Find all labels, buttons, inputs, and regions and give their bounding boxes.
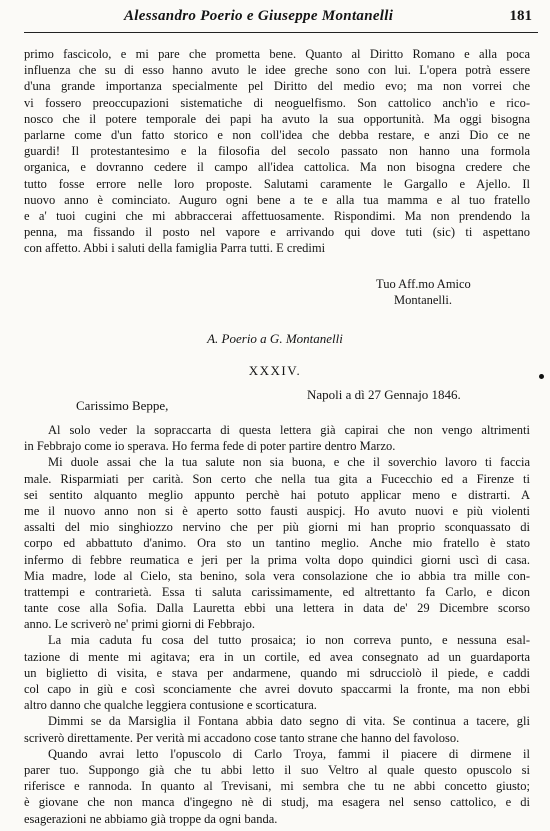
text-line: scriverò direttamente. Per verità mi accadono cose tanto strane che hanno del favoloso. [24,730,460,745]
text-line: influenza che su di esso hanno avuto le idee greche sono con lui. L'opera potrà essere [24,63,530,78]
letter-body [24,422,530,827]
text-line: guardi! Il protestantesimo e la filosofia del secolo passato non hanno una formola [24,144,530,159]
text-line: male. Risparmiati per carità. Son certo che nella tua gita a Fucecchio ed a Firenze ti [24,471,530,486]
text-line: corpo ed abbattuto d'animo. Ora sto un tantino meglio. Anche mio fratello è stato [24,536,530,551]
salutation: Carissimo Beppe, [76,398,169,413]
letter-number: XXXIV. [248,363,302,378]
text-line: vi fossero preoccupazioni sistematiche di neoguelfismo. Son cattolico anch'io e rico- [24,95,530,110]
text-line: anno. Le scriverò ne' primi giorni di Febbrajo. [24,617,256,632]
text-line: parlarne come d'un fatto storico e non coll'idea che debba restare, e anzi Dio ce ne [24,127,530,142]
text-line: nuovo anno è cominciato. Auguro ogni bene a te e alla tua mamma e al tuo fratello [24,192,530,207]
closing-formula: Tuo Aff.mo Amico [376,277,471,291]
text-line: e a' tuoi cugini che mi abbraccerai affettuosamente. Rispondimi. Ma non prendendo la [24,208,530,223]
text-line: un biglietto di visita, e stava per andarmene, quando mi sdrucciolò il piede, e caddi [24,665,530,680]
text-line: trattempi e contrarietà. Essa ti saluta carissimamente, ed altrettanto fa Carlo, e dicon [24,584,530,599]
running-title: Alessandro Poerio e Giuseppe Montanelli [124,8,394,24]
text-line: La mia caduta fu cosa del tutto prosaica; io non correva punto, e nessuna esal- [48,633,530,648]
text-line: Quando avrai letto l'opuscolo di Carlo Troya, fammi il piacere di dirmene il [48,746,530,761]
text-line: tazione di mente mi agitava; era in un cortile, ed avea consegnato ad un guardaporta [24,649,530,664]
text-line: in Febbrajo come io sperava. Ho ferma fede di poter partire dentro Marzo. [24,439,396,454]
place-date: Napoli a dì 27 Gennajo 1846. [307,387,461,402]
text-line: sei sentito alquanto meglio appunto perchè hai potuto applicar meno e distrarti. A [24,487,530,502]
text-line: esagerazioni ne abbiamo già troppe da ogni banda. [24,811,278,826]
text-line: Mi duole assai che la tua salute non sia buona, e che il soverchio lavoro ti faccia [48,455,530,470]
letter-heading: A. Poerio a G. Montanelli [207,331,343,346]
signature-name: Montanelli. [394,293,452,308]
text-line: organica, e dovranno cedere il campo all'idea cattolica. Ma non bisogna credere che [24,160,530,175]
signoff [376,276,471,308]
text-line: con affetto. Abbi i saluti della famiglia Parra tutti. E credimi [24,241,326,256]
text-line: penna, ma fissando il posto nel vapore e arrivando qui dove tuti (sic) ti aspettano [24,225,530,240]
text-line: Dimmi se da Marsiglia il Fontana abbia dato segno di vita. Se continua a tacere, gli [48,714,530,729]
text-line: Al solo veder la sopraccarta di questa lettera già capirai che non vengo altrimenti [48,423,530,437]
text-line: Mia madre, lode al Cielo, sta benino, sola vera consolazione che io abbia tra mille con- [24,568,530,583]
text-line: d'una grande importanza specialmente pel Diritto del medio evo; ma non vorrei che [24,79,530,94]
text-line: tutto fosse errore nelle loro proposte. Salutami caramente le Gargallo e Ajello. Il [24,176,530,191]
text-line: me il nuovo anno non si è aperto sotto fausti auspicj. Ho avuto nuovi e più violenti [24,503,530,518]
previous-letter-closing-paragraph [24,46,530,256]
text-line: è giovane che non manca d'ingegno nè di studj, ma esagera nel senso cattolico, e di [24,795,530,810]
text-line: parer tuo. Suppongo già che tu abbi letto il suo Veltro al quale questo opuscolo si [24,762,530,777]
running-header [24,8,538,33]
text-line: altro danno che qualche leggiera contusione e scorticatura. [24,698,317,713]
text-line: assalti del mio singhiozzo nervino che per più giorni mi han proprio sconquassato di [24,520,530,535]
text-line: infermo di febbre reumatica e jeri per la prima volta dopo quindici giorni uscì di casa. [24,552,530,567]
margin-mark [539,374,544,379]
text-line: tante cose alla Sofia. Dalla Lauretta ebbi una lettera in data de' 29 Dicembre scorso [24,601,530,616]
text-line: col capo in giù e così sconciamente che avrei dovuto spaccarmi la fronte, ma non ebbi [24,682,530,696]
page-number: 181 [509,8,532,24]
text-line: nosco che il potere temporale dei papi ha avuto la sua opportunità. Ma oggi bisogna [24,111,530,126]
text-line: primo fascicolo, e mi pare che prometta bene. Quanto al Diritto Romano e alla poca [24,47,530,61]
text-line: riferisce e rannoda. In quanto al Trevisani, mi sembra che tu ne abbi concetto giusto; [24,779,530,794]
